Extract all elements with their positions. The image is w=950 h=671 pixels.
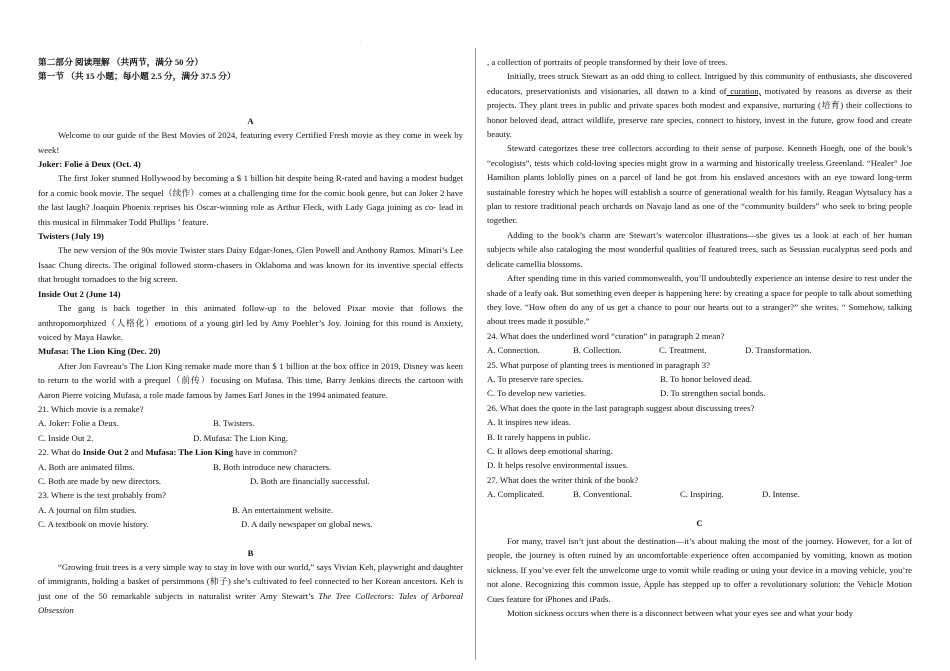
option-a[interactable]: A. To preserve rare species.	[487, 373, 584, 384]
question-26-stem: 26. What does the quote in the last paragraph suggest about discussing trees?	[487, 402, 755, 413]
part-heading: 第二部分 阅读理解 （共两节，满分 50 分）	[38, 57, 204, 67]
question-23-stem: 23. Where is the text probably from?	[38, 490, 166, 501]
column-divider	[475, 48, 476, 660]
question-22-stem: 22. What do Inside Out 2 and Mufasa: The Lion King have in common?	[38, 447, 297, 458]
movie-description: The gang is back together in this animated follow-up to the beloved Pixar movie that follows the anthropomorphized（人格化）emotions of a young girl led by Amy Poehler’s Joy. Joining for this round is Anxiety, voiced by Maya Hawke.	[38, 303, 463, 342]
option-b[interactable]: B. To honor beloved dead.	[660, 373, 752, 384]
movie-description: The new version of the 90s movie Twister stars Daisy Edgar-Jones, Glen Powell and Anthony Ramos. Minari’s Lee Isaac Chung directs. The original followed storm-chasers in Oklahoma and was known for its inventive special effects that brought tornadoes to the big screen.	[38, 245, 463, 285]
option-c[interactable]: C. A textbook on movie history.	[38, 519, 149, 530]
question-21-stem: 21. Which movie is a remake?	[38, 403, 144, 414]
option-a[interactable]: A. Both are animated films.	[38, 461, 135, 472]
option-b[interactable]: B. It rarely happens in public.	[487, 431, 591, 442]
option-b[interactable]: B. Both introduce new characters.	[213, 461, 332, 472]
option-d[interactable]: D. A daily newspaper on global news.	[241, 519, 373, 530]
passage-b-paragraph-5: After spending time in this varied commonwealth, you’ll undoubtedly experience an intense desire to rest under the shade of a leafy oak. But something even deeper is happening here: by creating a space for people to talk about something they love. “How often do any of us get a chance to pour our hearts out to a stranger?” she writes. “ Somehow, talking about trees made it possible.”	[487, 273, 912, 327]
question-22-options-row	[38, 474, 463, 488]
passage-b-label: B	[247, 547, 254, 558]
question-22-options-row	[38, 460, 463, 474]
underlined-word: curation,	[726, 85, 761, 96]
passage-a-intro: Welcome to our guide of the Best Movies of 2024, featuring every Certified Fresh movie as they come in week by week!	[38, 130, 463, 155]
movie-title: Inside Out 2 (June 14)	[38, 288, 121, 299]
option-c[interactable]: C. Inspiring.	[680, 489, 724, 500]
option-d[interactable]: D. To strengthen social bonds.	[660, 388, 766, 399]
option-a[interactable]: A. Connection.	[487, 345, 540, 356]
passage-b-paragraph-2: Initially, trees struck Stewart as an odd thing to collect. Intrigued by this community of enthusiasts, she discovered educators, preservationists and visionaries, all drawn to a kind of curation, motivated by reasons as diverse as their projects. They plant trees in public and private spaces both modest and expansive, nurturing (培育) their collections to honor beloved dead, attract wildlife, preserve rare species, connect to history, invest in the future, grow food and create beauty.	[487, 71, 913, 140]
question-24-stem: 24. What does the underlined word “curation” in paragraph 2 mean?	[487, 330, 725, 341]
question-25-stem: 25. What purpose of planting trees is mentioned in paragraph 3?	[487, 359, 710, 370]
option-d[interactable]: D. Both are financially successful.	[250, 475, 370, 486]
passage-b-paragraph-3: Steward categorizes these tree collectors according to their sense of purpose. Kenneth Hoegh, one of the book’s “ecologists”, tests which cold-loving species might grow in a warming and historically treeless Greenland. “Healer” Joe Hamilton plants loblolly pines on a parcel of land he got from his enslaved ancestors with an eye toward long-term sustainable forestry which he hopes will establish a source of generational wealth for his family. Reagan Wytsalucy has a plan to restore traditional peach orchards on Navajo land as one of the “community builders” who seek to bring people together.	[487, 143, 912, 226]
option-b[interactable]: B. An entertainment website.	[232, 504, 334, 515]
movie-title: Twisters (July 19)	[38, 231, 104, 242]
option-a[interactable]: A. A journal on film studies.	[38, 504, 137, 515]
passage-b-paragraph-1: “Growing fruit trees is a very simple way to stay in love with our world,” says Vivian Keh, playwright and daughter of immigrants, holding a basket of persimmons (柿子) she’s cultivated to feel connected to her Korean ancestors. Keh is just one of the 50 remarkable subjects in naturalist writer Amy Stewart’s The Tree Collectors: Tales of Arboreal Obsession	[38, 562, 463, 616]
scan-mark: ·	[360, 40, 362, 46]
option-d[interactable]: D. Transformation.	[745, 345, 812, 356]
option-c[interactable]: C. Both are made by new directors.	[38, 475, 162, 486]
passage-b-paragraph-1-end: , a collection of portraits of people transformed by their love of trees.	[487, 57, 728, 67]
question-23-options-row	[38, 503, 463, 517]
option-d[interactable]: D. Intense.	[762, 489, 800, 500]
passage-a-label: A	[247, 115, 254, 126]
book-title: The Tree Collectors: Tales of Arboreal Obsession	[38, 590, 463, 616]
passage-c-paragraph-1: For many, travel isn’t just about the destination—it’s about making the most of the journey. However, for a lot of people, the journey is often ruined by an uncomfortable experience often accompanied by vomiting, known as motion sickness. If you’ve ever felt the unwelcome urge to vomit while reading or using your device in a moving vehicle, you’re not alone. Recognizing this common issue, Apple has stepped up to offer a revolutionary solution: the Vehicle Motion Cues feature for iPhones and iPads.	[487, 536, 912, 604]
question-21-options-row	[38, 416, 463, 430]
passage-c-paragraph-2: Motion sickness occurs when there is a disconnect between what your eyes see and what your body	[507, 608, 853, 619]
movie-title: Joker: Folie à Deux (Oct. 4)	[38, 159, 141, 170]
option-a[interactable]: A. It inspires new ideas.	[487, 417, 571, 428]
passage-c-label: C	[696, 517, 703, 528]
movie-title: Mufasa: The Lion King (Dec. 20)	[38, 346, 161, 357]
question-27-options-row	[487, 487, 912, 501]
option-b[interactable]: B. Twisters.	[213, 418, 255, 429]
question-27-stem: 27. What does the writer think of the book?	[487, 474, 639, 485]
option-d[interactable]: D. It helps resolve environmental issues.	[487, 460, 629, 471]
option-c[interactable]: C. It allows deep emotional sharing.	[487, 445, 613, 456]
question-25-options-row	[487, 372, 912, 386]
question-23-options-row	[38, 517, 463, 531]
section-heading: 第一节 （共 15 小题；每小题 2.5 分，满分 37.5 分）	[38, 71, 236, 82]
question-25-options-row	[487, 386, 912, 400]
option-c[interactable]: C. Treatment.	[659, 345, 707, 356]
movie-description: After Jon Favreau’s The Lion King remake made more than $ 1 billion at the box office in 2019, Disney was keen to return to the world with a prequel（前传）focusing on Mufasa. This time, Barry Jenkins directs the cartoon with Aaron Pierre voicing Mufasa, a role made famous by James Earl Jones in the 1994 animated feature.	[38, 360, 463, 400]
movie-description: The first Joker stunned Hollywood by becoming a $ 1 billion hit despite being R-rated and having a modest budget for a comic book movie. The sequel（续作）comes at a challenging time for the comic book genre, but can Joker 2 have the last laugh? Joaquin Phoenix reprises his Oscar-winning role as Arthur Fleck, with Lady Gaga joining as co- lead in this musical in filmmaker Todd Phillips ’ feature.	[38, 173, 463, 227]
option-d[interactable]: D. Mufasa: The Lion King.	[193, 432, 288, 443]
right-column	[487, 55, 912, 620]
passage-b-paragraph-4: Adding to the book’s charm are Stewart’s watercolor illustrations—she gives us a look at each of her human subjects while also cataloging the most wonderful qualities of featured trees, such as Seussian eucalyptus seed pods and delicate camellia blossoms.	[487, 229, 912, 269]
left-column	[38, 55, 463, 618]
option-b[interactable]: B. Collection.	[573, 345, 622, 356]
option-a[interactable]: A. Joker: Folie a Deux.	[38, 418, 120, 429]
option-a[interactable]: A. Complicated.	[487, 489, 545, 500]
option-c[interactable]: C. To develop new varieties.	[487, 388, 587, 399]
question-24-options-row	[487, 343, 912, 357]
option-b[interactable]: B. Conventional.	[573, 489, 633, 500]
question-21-options-row	[38, 431, 463, 445]
option-c[interactable]: C. Inside Out 2.	[38, 432, 94, 443]
